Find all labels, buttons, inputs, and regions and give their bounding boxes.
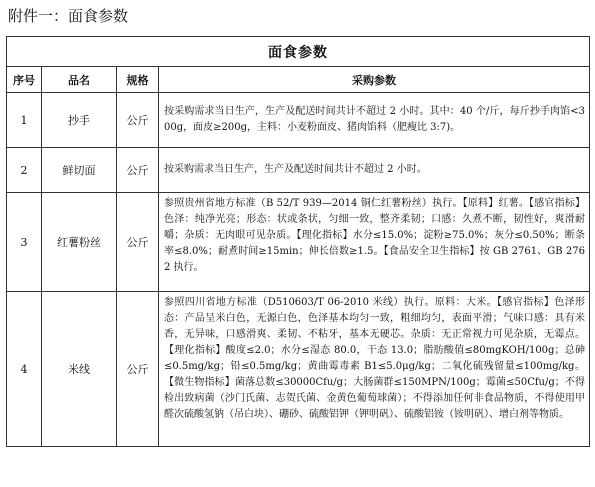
cell-spec: 按采购需求当日生产，生产及配送时间共计不超过 2 小时。其中：40 个/斤，每斤抄手肉馅<300g，面皮≥200g，主料：小麦粉面皮、猪肉馅料（肥瘦比 3:7)。 xyxy=(159,93,590,148)
cell-name: 抄手 xyxy=(42,93,117,148)
header-spec: 采购参数 xyxy=(159,67,590,93)
cell-name: 米线 xyxy=(42,292,117,447)
header-no: 序号 xyxy=(7,67,42,93)
cell-no: 2 xyxy=(7,148,42,193)
attachment-heading: 附件一：面食参数 xyxy=(8,7,129,25)
spec-table-container xyxy=(6,36,589,447)
cell-spec: 按采购需求当日生产，生产及配送时间共计不超过 2 小时。 xyxy=(159,148,590,193)
cell-spec: 参照四川省地方标准（D510603/T 06-2010 米线）执行。原料：大米。【感官指标】色泽形态：产品呈米白色，无源白色，色泽基本均匀一致，粗细均匀，表面平滑；气味口感：具有米香，无异味，口感滑爽、柔韧、不粘牙，基本无硬芯。杂质：无正常视力可见杂质，无霉点。【理化指标】酸度≤2.0；水分≤湿态 80.0，干态 13.0；脂肪酸值≤80mgKOH/100g；总砷≤0.5mg/kg；铅≤0.5mg/kg；黄曲霉毒素 B1≤5.0μg/kg；二氧化硫残留量≤100mg/kg。【微生物指标】菌落总数≤30000Cfu/g；大肠菌群≤150MPN/100g；霉菌≤50Cfu/g；不得检出致病菌（沙门氏菌、志贺氏菌、金黄色葡萄球菌）；不得添加任何非食品物质，不得使用甲醛次硫酸氢钠（吊白块）、硼砂、硫酸铝钾（钾明矾）、硫酸铝铵（铵明矾）、增白剂等物质。 xyxy=(159,292,590,447)
cell-unit: 公斤 xyxy=(117,193,159,292)
table-header-row xyxy=(7,67,590,93)
table-row xyxy=(7,292,590,447)
cell-no: 1 xyxy=(7,93,42,148)
table-row xyxy=(7,93,590,148)
cell-unit: 公斤 xyxy=(117,292,159,447)
noodle-spec-table xyxy=(6,36,590,447)
header-unit: 规格 xyxy=(117,67,159,93)
cell-name: 鲜切面 xyxy=(42,148,117,193)
header-name: 品名 xyxy=(42,67,117,93)
table-title-row xyxy=(7,37,590,67)
table-title: 面食参数 xyxy=(7,37,590,67)
table-row xyxy=(7,148,590,193)
cell-unit: 公斤 xyxy=(117,93,159,148)
cell-unit: 公斤 xyxy=(117,148,159,193)
cell-name: 红薯粉丝 xyxy=(42,193,117,292)
table-row xyxy=(7,193,590,292)
cell-no: 4 xyxy=(7,292,42,447)
cell-spec: 参照贵州省地方标准（B 52/T 939—2014 铜仁红薯粉丝）执行。【原料】红薯。【感官指标】色泽：纯净光亮；形态：状或条状，匀细一致，整齐柔韧；口感：久煮不断，韧性好，爽滑耐嚼；杂质：无肉眼可见杂质。【理化指标】水分≤15.0%；淀粉≥75.0%；灰分≤0.50%；断条率≤8.0%；耐煮时间≥15min；伸长倍数≥1.5。【食品安全卫生指标】按 GB 2761、GB 2762 执行。 xyxy=(159,193,590,292)
cell-no: 3 xyxy=(7,193,42,292)
